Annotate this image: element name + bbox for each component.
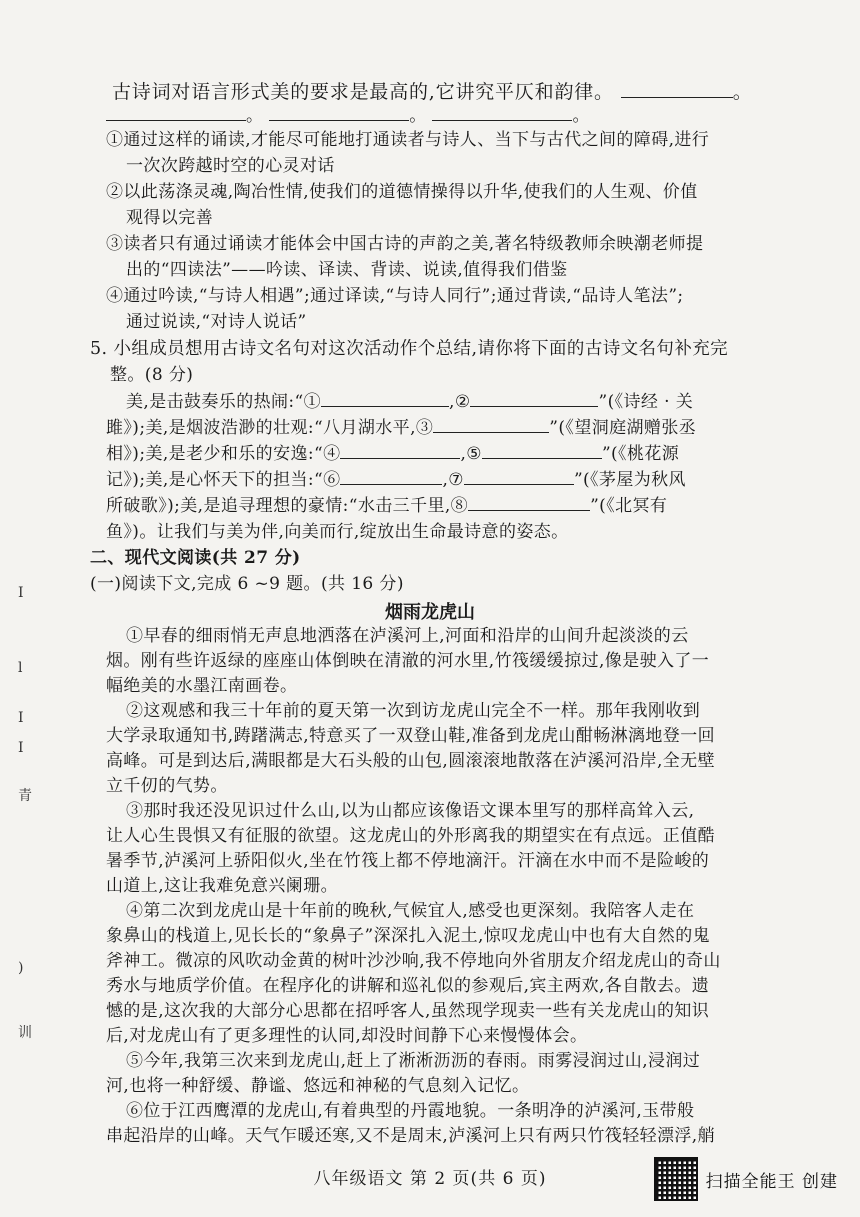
option-1b: 一次次跨越时空的心灵对话	[126, 156, 335, 176]
paragraph-line: 斧神工。微凉的风吹动金黄的树叶沙沙响,我不停地向外省朋友介绍龙虎山的奇山	[106, 951, 721, 971]
option-2b: 观得以完善	[126, 208, 213, 228]
answer-blank-3[interactable]	[433, 418, 549, 433]
option-4a: ④通过吟读,“与诗人相遇”;通过译读,“与诗人同行”;通过背读,“品诗人笔法”;	[106, 286, 684, 306]
blank-row: 。 。 。	[106, 104, 590, 128]
answer-blank[interactable]	[621, 83, 733, 98]
q5-row1: 美,是击鼓奏乐的热闹:“① ,② ”(《诗经 · 关	[126, 392, 694, 412]
question-5-line1: 5. 小组成员想用古诗文名句对这次活动作个总结,请你将下面的古诗文名句补充完	[90, 339, 729, 359]
margin-mark: 青	[18, 788, 32, 804]
paragraph-line: 高峰。可是到达后,满眼都是大石头般的山包,圆滚滚地散落在泸溪河沿岸,全无壁	[106, 751, 716, 771]
page-footer: 八年级语文 第 2 页(共 6 页)	[313, 1169, 547, 1189]
paragraph-line: 让人心生畏惧又有征服的欲望。这龙虎山的外形离我的期望实在有点远。正值酷	[106, 826, 715, 846]
paragraph-line: ⑤今年,我第三次来到龙虎山,赶上了淅淅沥沥的春雨。雨雾浸润过山,浸润过	[126, 1051, 701, 1071]
question-5-line2: 整。(8 分)	[110, 365, 194, 385]
paragraph-line: 山道上,这让我难免意兴阑珊。	[106, 876, 339, 896]
margin-mark: I	[18, 740, 24, 756]
section-heading: 二、现代文阅读(共 27 分)	[90, 548, 301, 568]
option-2a: ②以此荡涤灵魂,陶冶性情,使我们的道德情操得以升华,使我们的人生观、价值	[106, 182, 698, 202]
lead-sentence: 古诗词对语言形式美的要求是最高的,它讲究平仄和韵律。	[112, 81, 614, 103]
option-3a: ③读者只有通过诵读才能体会中国古诗的声韵之美,著名特级教师余映潮老师提	[106, 234, 704, 254]
margin-mark: l	[18, 660, 23, 676]
essay-title: 烟雨龙虎山	[385, 602, 475, 623]
answer-blank[interactable]	[106, 106, 246, 121]
paragraph-line: 幅绝美的水墨江南画卷。	[106, 676, 298, 696]
paragraph-line: ③那时我还没见识过什么山,以为山都应该像语文课本里写的那样高耸入云,	[126, 801, 695, 821]
paragraph-line: 立千仞的气势。	[106, 776, 228, 796]
answer-blank-8[interactable]	[468, 496, 590, 511]
q5-row3: 相》);美,是老少和乐的安逸:“④ ,⑤ ”(《桃花源	[106, 444, 680, 464]
option-4b: 通过说读,“对诗人说话”	[126, 312, 307, 332]
paragraph-line: 后,对龙虎山有了更多理性的认同,却没时间静下心来慢慢体会。	[106, 1026, 588, 1046]
q5-row2: 雎》);美,是烟波浩渺的壮观:“八月湖水平,③ ”(《望洞庭湖赠张丞	[106, 418, 697, 438]
watermark-text: 扫描全能王 创建	[705, 1171, 838, 1192]
paragraph-line: 暑季节,泸溪河上骄阳似火,坐在竹筏上都不停地滴汗。汗滴在水中而不是险峻的	[106, 851, 710, 871]
margin-mark: I	[18, 710, 24, 726]
paragraph-line: ④第二次到龙虎山是十年前的晚秋,气候宜人,感受也更深刻。我陪客人走在	[126, 901, 695, 921]
paragraph-line: 串起沿岸的山峰。天气乍暖还寒,又不是周末,泸溪河上只有两只竹筏轻轻漂浮,艄	[106, 1126, 716, 1146]
option-3b: 出的“四读法”——吟读、译读、背读、说读,值得我们借鉴	[126, 260, 568, 280]
paragraph-line: 河,也将一种舒缓、静谧、悠远和神秘的气息刻入记忆。	[106, 1076, 530, 1096]
qr-code-icon	[654, 1157, 698, 1201]
subsection-heading: (一)阅读下文,完成 6 ~9 题。(共 16 分)	[90, 574, 404, 594]
option-1a: ①通过这样的诵读,才能尽可能地打通读者与诗人、当下与古代之间的障碍,进行	[106, 130, 710, 150]
answer-blank-7[interactable]	[464, 470, 574, 485]
paragraph-line: 大学录取通知书,踌躇满志,特意买了一双登山鞋,准备到龙虎山酣畅淋漓地登一回	[106, 726, 716, 746]
q5-row4: 记》);美,是心怀天下的担当:“⑥ ,⑦ ”(《茅屋为秋风	[106, 470, 686, 490]
answer-blank-5[interactable]	[482, 444, 602, 459]
answer-blank-2[interactable]	[470, 392, 598, 407]
answer-blank[interactable]	[432, 106, 572, 121]
margin-mark: I	[18, 585, 24, 601]
scanner-watermark	[654, 1157, 838, 1201]
q5-row6: 鱼》)。让我们与美为伴,向美而行,绽放出生命最诗意的姿态。	[106, 522, 569, 542]
paragraph-line: ⑥位于江西鹰潭的龙虎山,有着典型的丹霞地貌。一条明净的泸溪河,玉带般	[126, 1101, 695, 1121]
paragraph-line: 象鼻山的栈道上,见长长的“象鼻子”深深扎入泥土,惊叹龙虎山中也有大自然的鬼	[106, 926, 710, 946]
margin-mark: )	[18, 960, 24, 976]
answer-blank-1[interactable]	[321, 392, 449, 407]
paragraph-line: ②这观感和我三十年前的夏天第一次到访龙虎山完全不一样。那年我刚收到	[126, 701, 701, 721]
answer-blank-6[interactable]	[340, 470, 442, 485]
lead-sentence-line: 古诗词对语言形式美的要求是最高的,它讲究平仄和韵律。 。	[112, 81, 753, 103]
answer-blank-4[interactable]	[340, 444, 460, 459]
answer-blank[interactable]	[269, 106, 409, 121]
paragraph-line: 烟。刚有些许返绿的座座山体倒映在清澈的河水里,竹筏缓缓掠过,像是驶入了一	[106, 651, 710, 671]
paragraph-line: 憾的是,这次我的大部分心思都在招呼客人,虽然现学现卖一些有关龙虎山的知识	[106, 1001, 710, 1021]
paragraph-line: 秀水与地质学价值。在程序化的讲解和巡礼似的参观后,宾主两欢,各自散去。遗	[106, 976, 710, 996]
margin-mark: 训	[18, 1025, 32, 1041]
paragraph-line: ①早春的细雨悄无声息地洒落在泸溪河上,河面和沿岸的山间升起淡淡的云	[126, 626, 689, 646]
q5-row5: 所破歌》);美,是追寻理想的豪情:“水击三千里,⑧ ”(《北冥有	[106, 496, 668, 516]
